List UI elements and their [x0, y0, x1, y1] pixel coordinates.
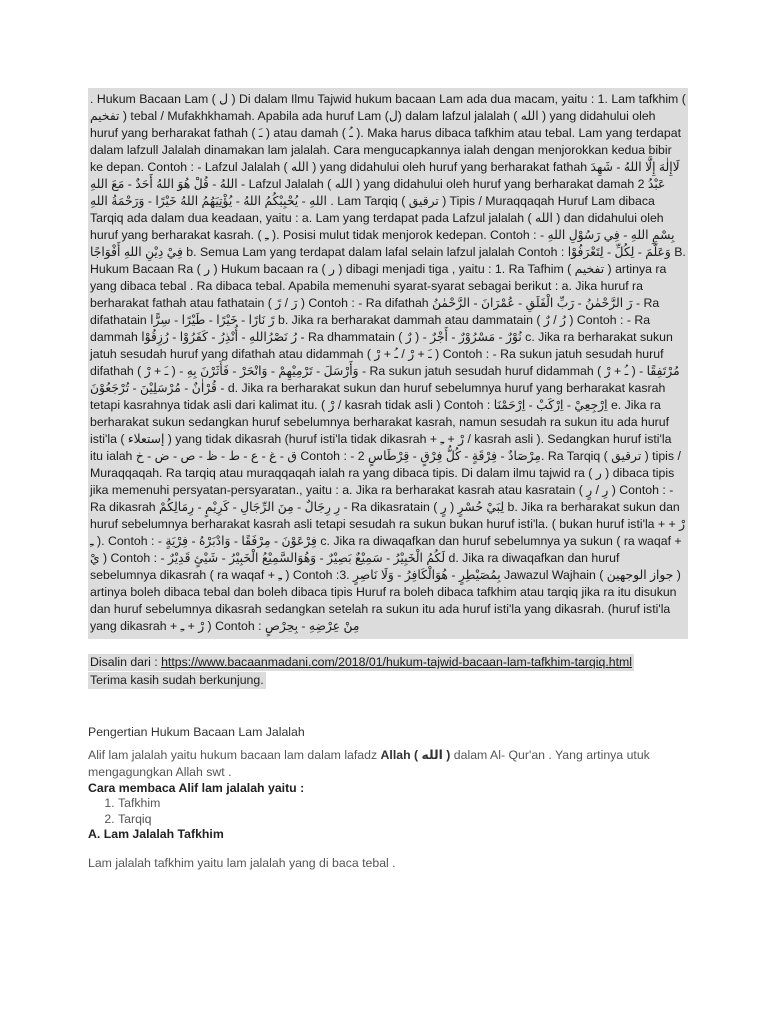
list-item: 1. Tafkhim: [118, 795, 688, 811]
spacer: [88, 841, 688, 855]
section-title: Pengertian Hukum Bacaan Lam Jalalah: [88, 725, 305, 739]
thanks-text: Terima kasih sudah berkunjung.: [90, 673, 264, 687]
intro-after: dalam Al- Qur'an . Yang artinya utuk mengagungkan Allah swt .: [88, 748, 650, 779]
lam-jalalah-section: [88, 725, 688, 872]
subheading-text: Lam jalalah tafkhim yaitu lam jalalah yang di baca tebal .: [88, 856, 396, 870]
intro-bold: Allah ( الله ): [380, 748, 451, 762]
section-intro: [88, 747, 688, 781]
article-main-text: . Hukum Bacaan Lam ( ل ) Di dalam Ilmu Tajwid hukum bacaan Lam ada dua macam, yaitu : 1. Lam tafkhim ( تفخيم ) tebal / Mufakhkhamah. Apabila ada huruf Lam (ل) dalam lafzul jalalah ( الله ) yang didahului oleh huruf yang berharakat fathah ( ـَ ) atau damah ( ـُ ). Maka harus dibaca tafkhim atau tebal. Lam yang terdapat dalam lafzull Jalalah dinamakan lam jalalah. Cara mengucapkannya ialah dengan menjorokkan kedua bibir ke depan. Contoh : - Lafzul Jalalah ( الله ) yang didahului oleh huruf yang berharakat fathah لَاإِلٰهَ إِلَّا اللهُ - شَهِدَ اللهُ - قُلْ هُوَ اللهُ أَحَدٌ - مَعَ اللهِ - Lafzul Jalalah ( الله ) yang didahului oleh huruf yang berharakat damah 2 عَبْدُ اللهِ - يُحْبِبْكُمُ اللهُ - يُؤْتِيَهُمُ اللهُ خَيْرًا - وَرَحْمَةُ اللهِ . Lam Tarqiq ( ترقيق ) Tipis / Muraqqaqah Huruf Lam dibaca Tarqiq ada dalam dua keadaan, yaitu : a. Lam yang terdapat pada Lafzul jalalah ( الله ) dan didahului oleh huruf yang berharakat kasrah. ( ـِ ). Posisi mulut tidak menjorok kedepan. Contoh : بِسْمِ اللهِ - فِي رَسُوْلِ اللهِ - فِيْ دِيْنِ اللهِ أَفْوَاجًا b. Semua Lam yang terdapat dalam lafal selain lafzul jalalah Contoh : وَعَلَّمَ - لِكُلِّ - لِتَعْرَفُوْا B. Hukum Bacaan Ra ( ر ) Hukum bacaan ra ( ر ) dibagi menjadi tiga , yaitu : 1. Ra Tafhim ( تفخيم ) artinya ra yang dibaca tebal . Ra dibaca tebal. Apabila memenuhi syarat-syarat sebagai berikut : a. Jika huruf ra berharakat fathah atau fathatain ( رَ / رً ) Contoh : - Ra difathah رَ الرَّحْمٰنُ - رَبِّ الْفَلَقِ - عُمْرَانَ - الرَّحْمٰنُ - Ra difathatain رً نَارًا - خَيْرًا - طَيْرًا - سِرًّا b. Jika ra berharakat dammah atau dammatain ( رُ / رٌ ) Contoh : - Ra dammah رُ نَصْرُاللهِ - أُنْذِرُ - كَفَرُوْا - رُزِقُوْا - Ra dhammatain ( رٌ ) - نُوْرٌ - مَسْرُوْرٌ - أَجْرٌ c. Jika ra berharakat sukun jatuh sesudah huruf yang difathah atau didammah ( ـَ + رْ / ـُ + رْ ) Contoh : - Ra sukun jatuh sesudah huruf difathah ( ـَ + رْ ) - وَأَرْسَلَ - تَرْمِيْهِمْ - وَانْحَرْ - فَأَثَرْنَ بِهِ - Ra sukun jatuh sesudah huruf didammah ( ـُ + رْ ) - مُرْتَفِقًا - قُرْاٰنٌ - مُرْسَلِيْنَ - تُرْجَعُوْنَ d. Jika ra berharakat sukun dan huruf sebelumnya huruf yang berharakat kasrah tetapi kasrahnya tidak asli dari kalimat itu. ( رْ / kasrah tidak asli ) Contoh : اِرْجِعِيْ - اِرْكَبْ - اِرْحَمْنَا e. Jika ra berharakat sukun sedangkan huruf sebelumnya berharakat kasrah, namun sesudah ra sukun itu ada huruf isti'la ( إستعلاء ) yang tidak dikasrah (huruf isti'la tidak dikasrah + رْ + ـِ / kasrah asli ). Sedangkan huruf isti'la itu ialah ق - غ - ع - ط - ظ - ص - ض - خ Contoh : - مِرْصَادٌ - فِرْقَةٍ - كُلُّ فِرْقٍ - قِرْطَاسٍ 2. Ra Tarqiq ( ترقيق ) tipis / Muraqqaqah. Ra tarqiq atau muraqqaqah ialah ra yang dibaca tipis. Di dalam ilmu tajwid ra ( ر ) dibaca tipis jika memenuhi persyatan-persyaratan., yaitu : a. Jika ra berharakat kasrah atau kasratain ( رِ / رٍ ) Contoh : - Ra dikasrah رِ رِجَالٌ - مِنَ الرِّجَالِ - كَرِيْمٍ - رِمَالِكُمْ - Ra dikasratain ( رٍ ) لِبَيْ حُسْرٍ b. Jika ra berharakat sukun dan huruf sebelumnya berharakat kasrah asli tetapi sesudah ra sukun bukan huruf isti'la. ( bukan huruf isti'la + رْ + ـِ ). Contoh : - فِرْعَوْنَ - مِرْفَقًا - وَادْبَرْهُ - فِرْيَةٍ c. Jika ra diwaqafkan dan huruf sebelumnya ya sukun ( ra waqaf + يْ ) Contoh : - لَكُمُ الْخَبِيْرُ - سَمِيْعٌ بَصِيْرٌ - وَهُوَالسَّمِيْعُ الْخَبِيْرُ - شَيْئٍ قَدِيْرٌ d. Jika ra diwaqafkan dan huruf sebelumnya dikasrah ( ra waqaf + ـِ ) Contoh :3. بِمُصَيْطِرٍ - هُوَالْكَافِرُ - وَلَا نَاصِرٍ Jawazul Wajhain ( جواز الوجهين ) artinya boleh dibaca tebal dan boleh dibaca tipis Huruf ra boleh dibaca tafkhim atau tarqiq jika ra itu disukun dan huruf sebelumnya dikasrah sedangkan setelah ra sukun itu ada huruf isti'la yang dikasrah. (huruf isti'la yang dikasrah + رْ + ـِ ) Contoh : مِنْ عِرْضِهِ - بِحِرْصٍ: [90, 92, 686, 633]
article-body: [88, 88, 688, 639]
source-link[interactable]: https://www.bacaanmadani.com/2018/01/hukum-tajwid-bacaan-lam-tafkhim-tarqiq.html: [161, 655, 632, 669]
list-item: 2. Tarqiq: [118, 811, 688, 827]
source-line: [88, 653, 688, 689]
intro-before: Alif lam jalalah yaitu hukum bacaan lam dalam lafadz: [88, 748, 381, 762]
method-list: [88, 795, 688, 827]
subheading: A. Lam Jalalah Tafkhim: [88, 827, 224, 841]
source-label: Disalin dari :: [90, 655, 162, 669]
document-page: [88, 88, 688, 872]
source-wrapper: [88, 654, 634, 671]
howto-heading: Cara membaca Alif lam jalalah yaitu :: [88, 781, 305, 795]
